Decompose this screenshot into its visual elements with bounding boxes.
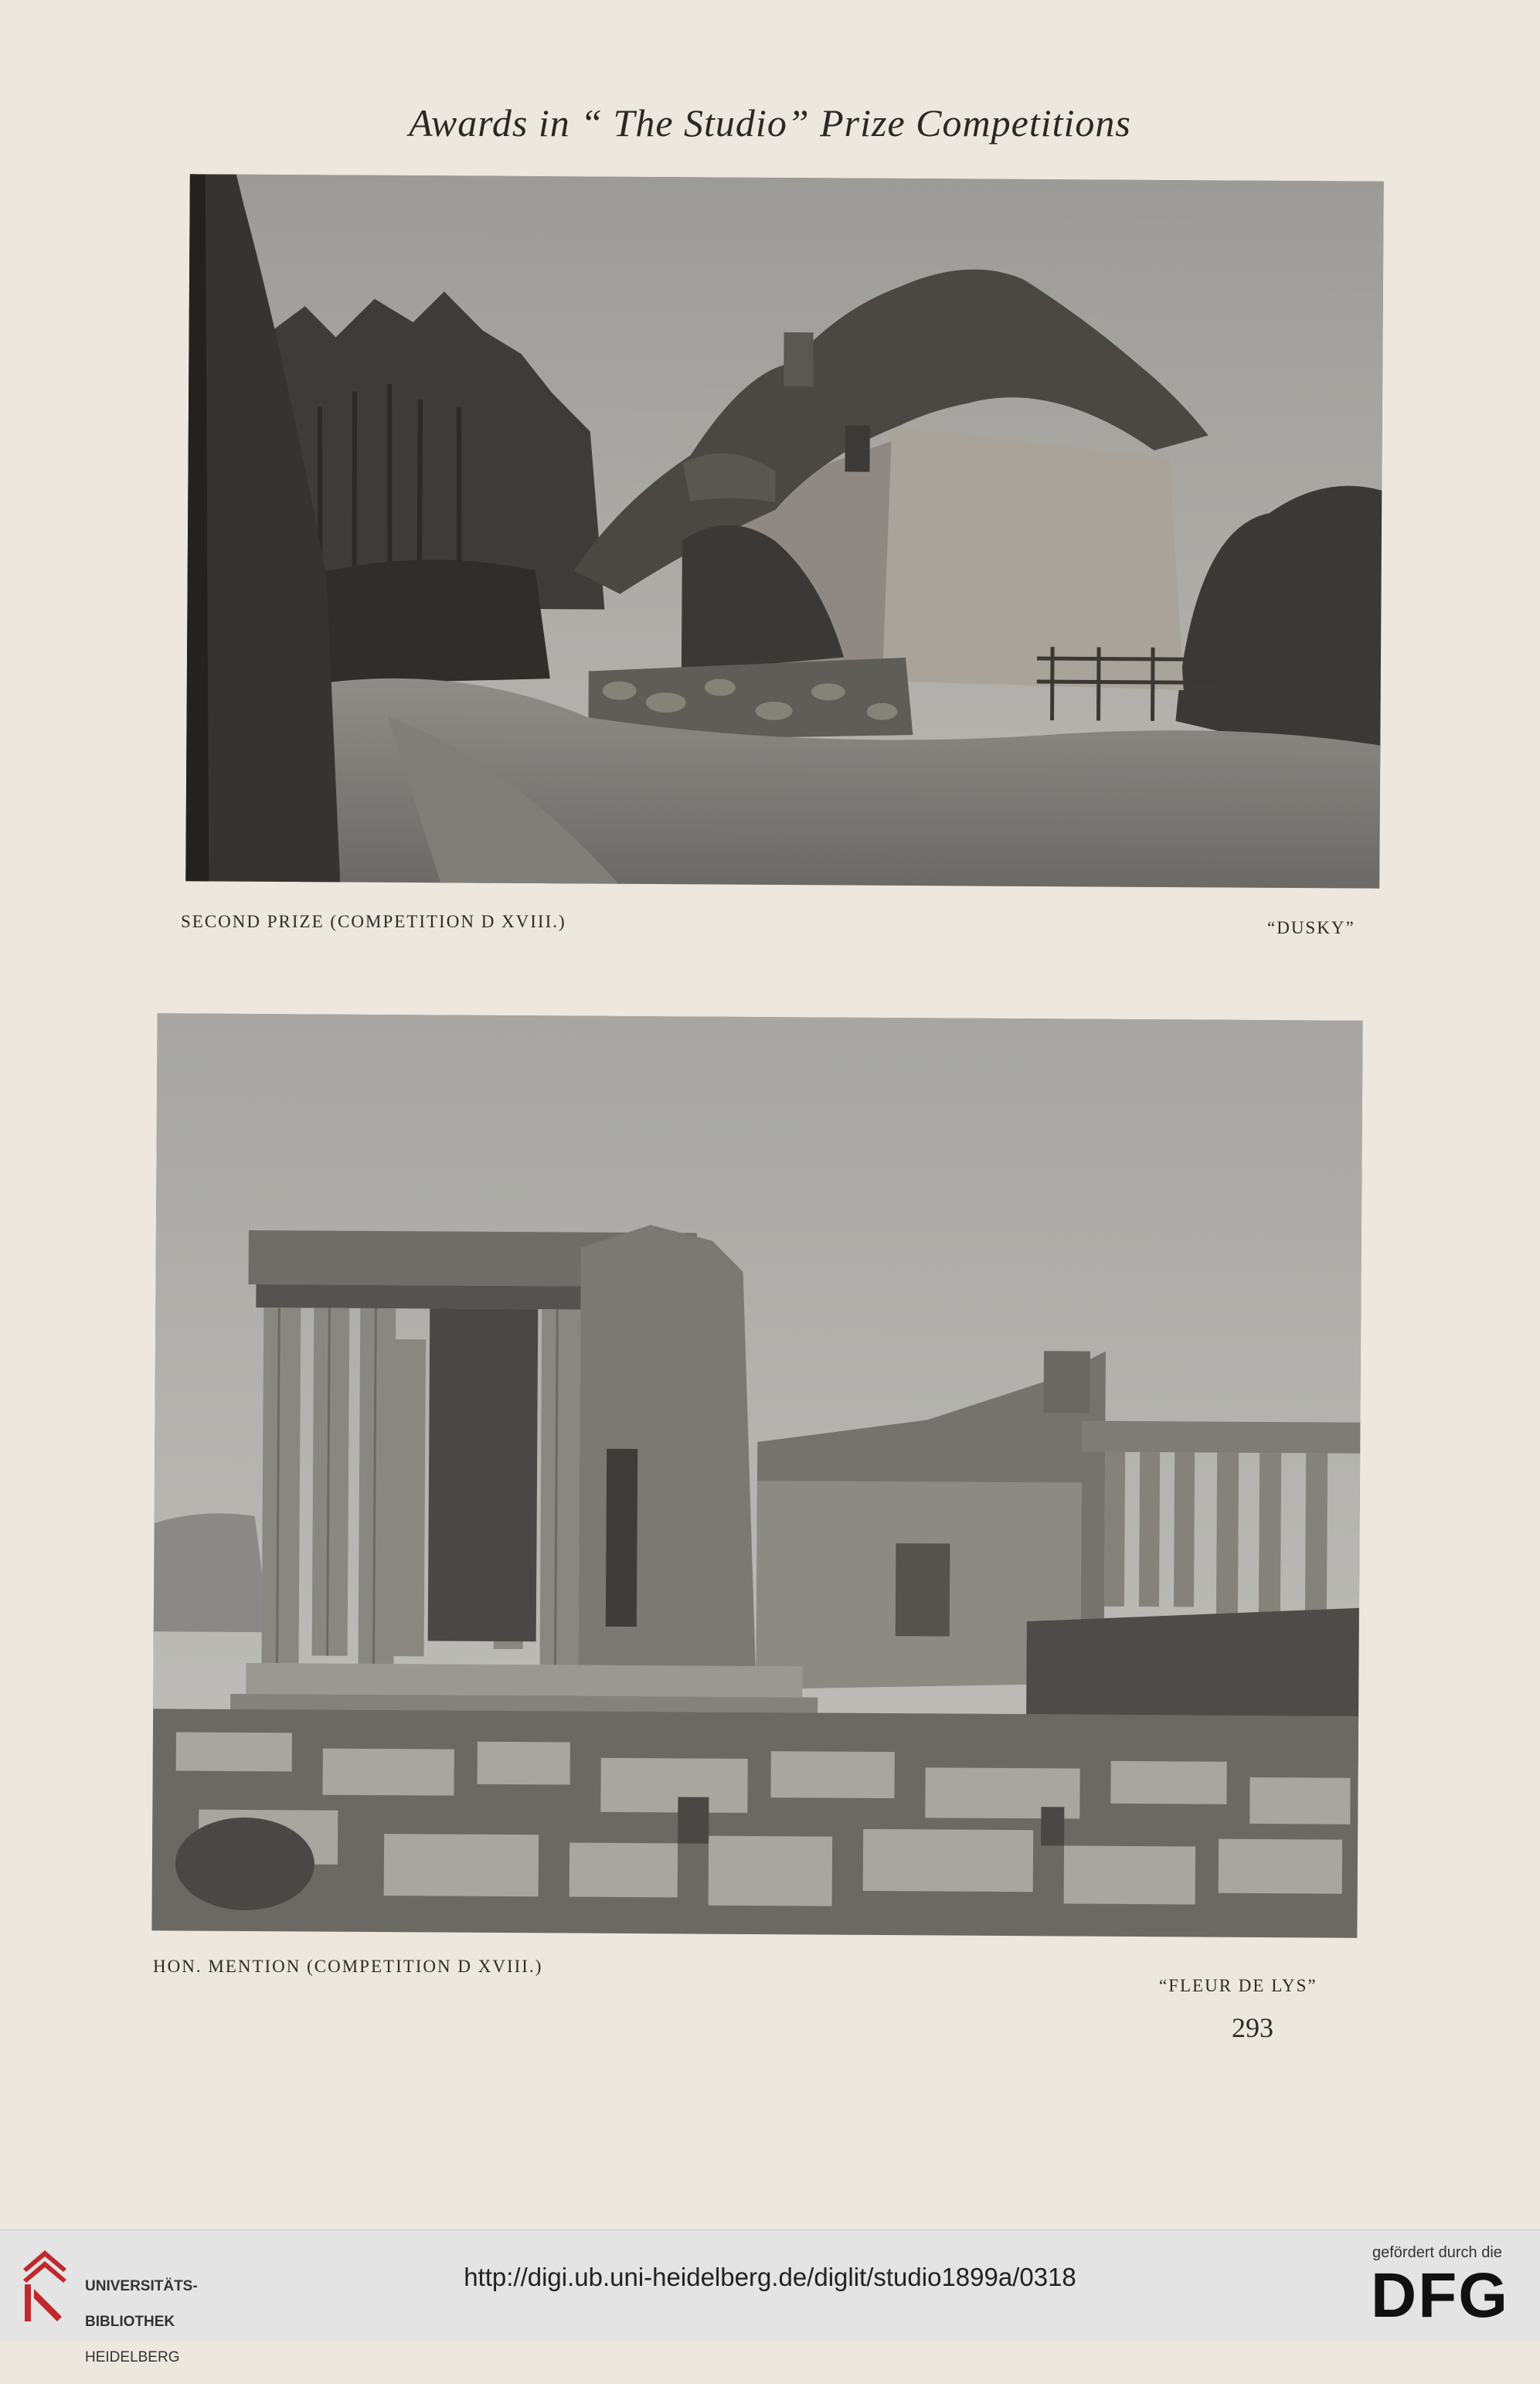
permalink-url[interactable]: http://digi.ub.uni-heidelberg.de/diglit/studio1899a/0318	[464, 2263, 1076, 2291]
plate2-caption-award: HON. MENTION (COMPETITION D XVIII.)	[153, 1957, 543, 1976]
photo-plate-temple-ruins	[151, 1013, 1362, 1938]
plate2-caption-pseudonym: “FLEUR DE LYS”	[1159, 1976, 1317, 1995]
photo-plate-cottage	[185, 174, 1384, 888]
running-head: Awards in “ The Studio” Prize Competitions	[409, 101, 1131, 145]
sponsor-note: gefördert durch die	[1372, 2244, 1502, 2261]
cottage-photograph	[185, 174, 1384, 888]
page-number: 293	[1232, 2012, 1273, 2043]
plate1-caption-pseudonym: “DUSKY”	[1267, 918, 1355, 937]
plate1-caption-award: SECOND PRIZE (COMPETITION D XVIII.)	[181, 912, 566, 931]
library-name-line: BIBLIOTHEK	[85, 2314, 175, 2330]
viewer-footer	[0, 2229, 1540, 2365]
dfg-logo: DFG	[1371, 2260, 1510, 2331]
library-name-line: UNIVERSITÄTS-	[85, 2278, 198, 2294]
temple-ruins-photograph	[151, 1013, 1362, 1938]
library-name-line: HEIDELBERG	[85, 2349, 180, 2365]
